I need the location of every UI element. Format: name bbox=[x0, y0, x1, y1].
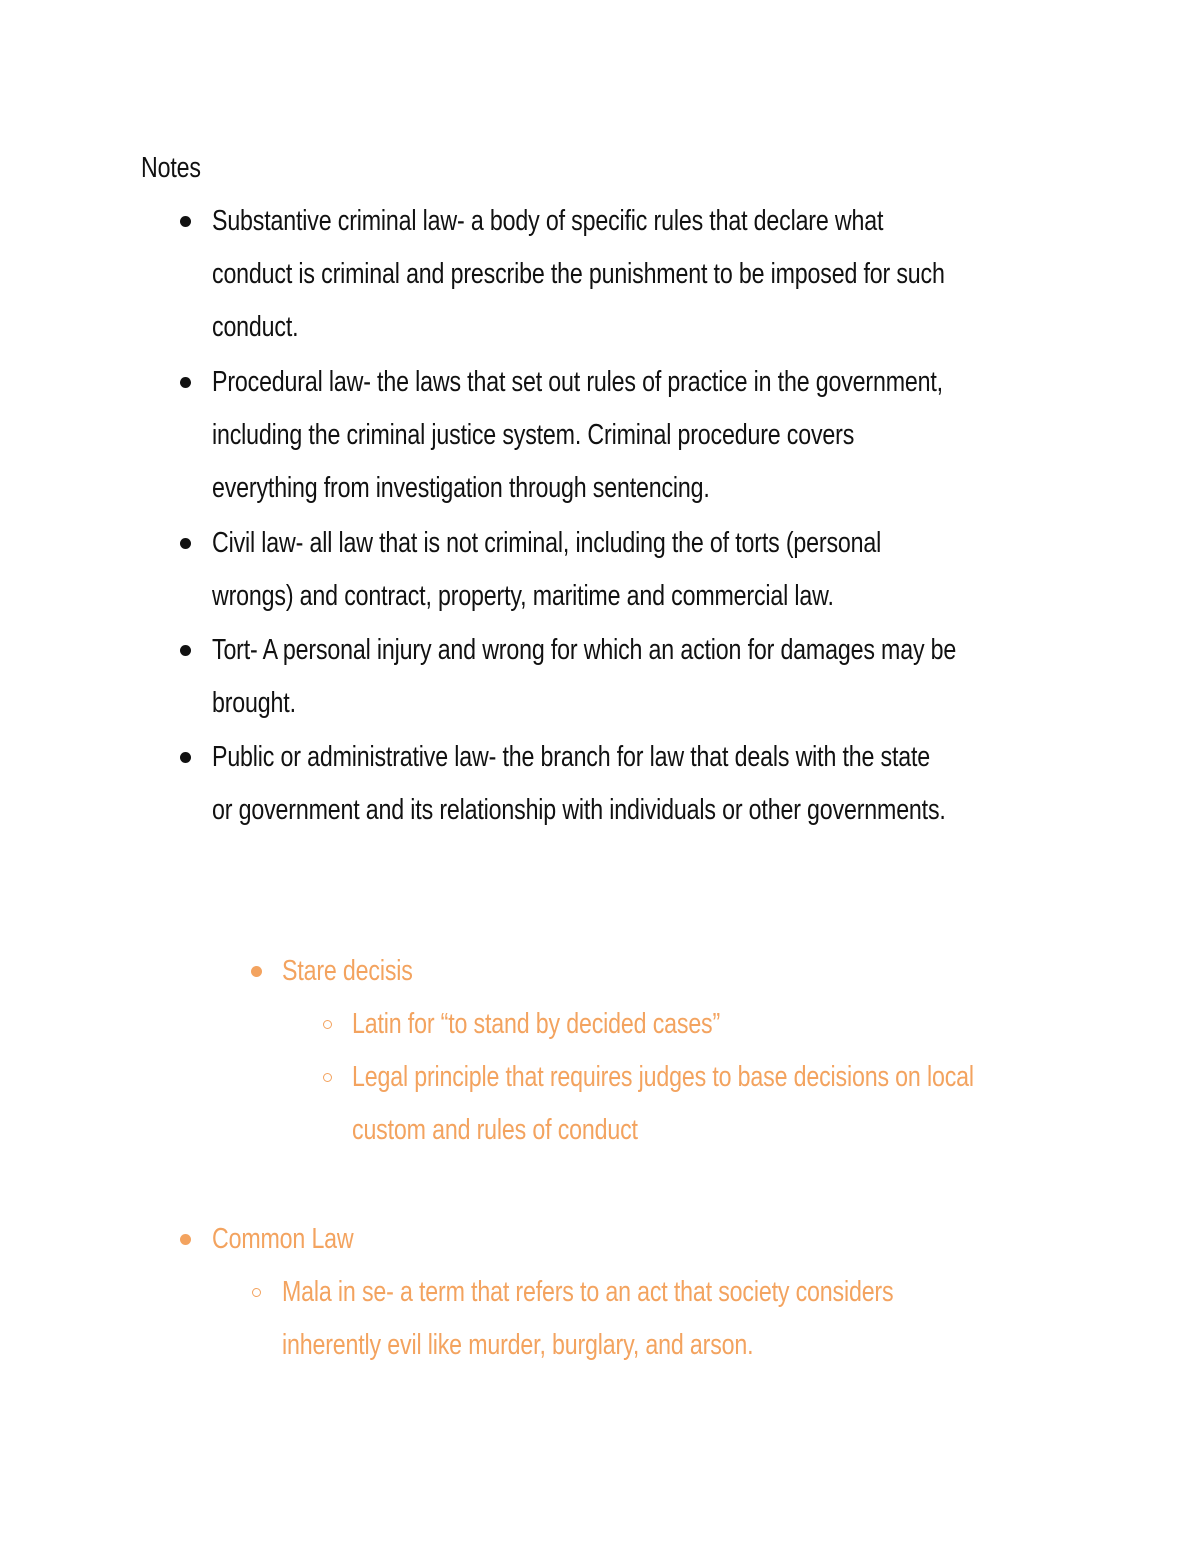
hollow-bullet-icon bbox=[323, 1073, 332, 1082]
stare-decisis-subitem: Latin for “to stand by decided cases” bbox=[352, 1008, 721, 1040]
common-law-subitem: Mala in se- a term that refers to an act that society considers bbox=[282, 1276, 894, 1308]
common-law-label: Common Law bbox=[212, 1223, 354, 1255]
definition-text-line: Civil law- all law that is not criminal, including the of torts (personal bbox=[212, 527, 882, 559]
definition-text-line: Substantive criminal law- a body of specific rules that declare what bbox=[212, 205, 884, 237]
bullet-icon bbox=[180, 538, 191, 549]
stare-decisis-subitem: Legal principle that requires judges to base decisions on local bbox=[352, 1061, 974, 1093]
definition-text-line: Public or administrative law- the branch for law that deals with the state bbox=[212, 741, 931, 773]
stare-decisis-label: Stare decisis bbox=[282, 955, 413, 987]
definition-text-line: including the criminal justice system. Criminal procedure covers bbox=[212, 419, 855, 451]
definition-text-line: everything from investigation through sentencing. bbox=[212, 472, 710, 504]
bullet-icon bbox=[180, 377, 191, 388]
definition-text-line: Procedural law- the laws that set out rules of practice in the government, bbox=[212, 366, 943, 398]
page-title: Notes bbox=[141, 152, 201, 184]
definition-text-line: Tort- A personal injury and wrong for which an action for damages may be bbox=[212, 634, 957, 666]
definition-text-line: brought. bbox=[212, 687, 296, 719]
bullet-icon bbox=[180, 752, 191, 763]
definition-text-line: or government and its relationship with individuals or other governments. bbox=[212, 794, 946, 826]
common-law-subitem: inherently evil like murder, burglary, and arson. bbox=[282, 1329, 754, 1361]
bullet-icon bbox=[180, 1234, 191, 1245]
stare-decisis-subitem: custom and rules of conduct bbox=[352, 1114, 638, 1146]
hollow-bullet-icon bbox=[252, 1288, 261, 1297]
definition-text-line: wrongs) and contract, property, maritime and commercial law. bbox=[212, 580, 834, 612]
definition-text-line: conduct. bbox=[212, 311, 299, 343]
bullet-icon bbox=[180, 645, 191, 656]
hollow-bullet-icon bbox=[323, 1020, 332, 1029]
bullet-icon bbox=[180, 216, 191, 227]
definition-text-line: conduct is criminal and prescribe the punishment to be imposed for such bbox=[212, 258, 945, 290]
bullet-icon bbox=[251, 966, 262, 977]
